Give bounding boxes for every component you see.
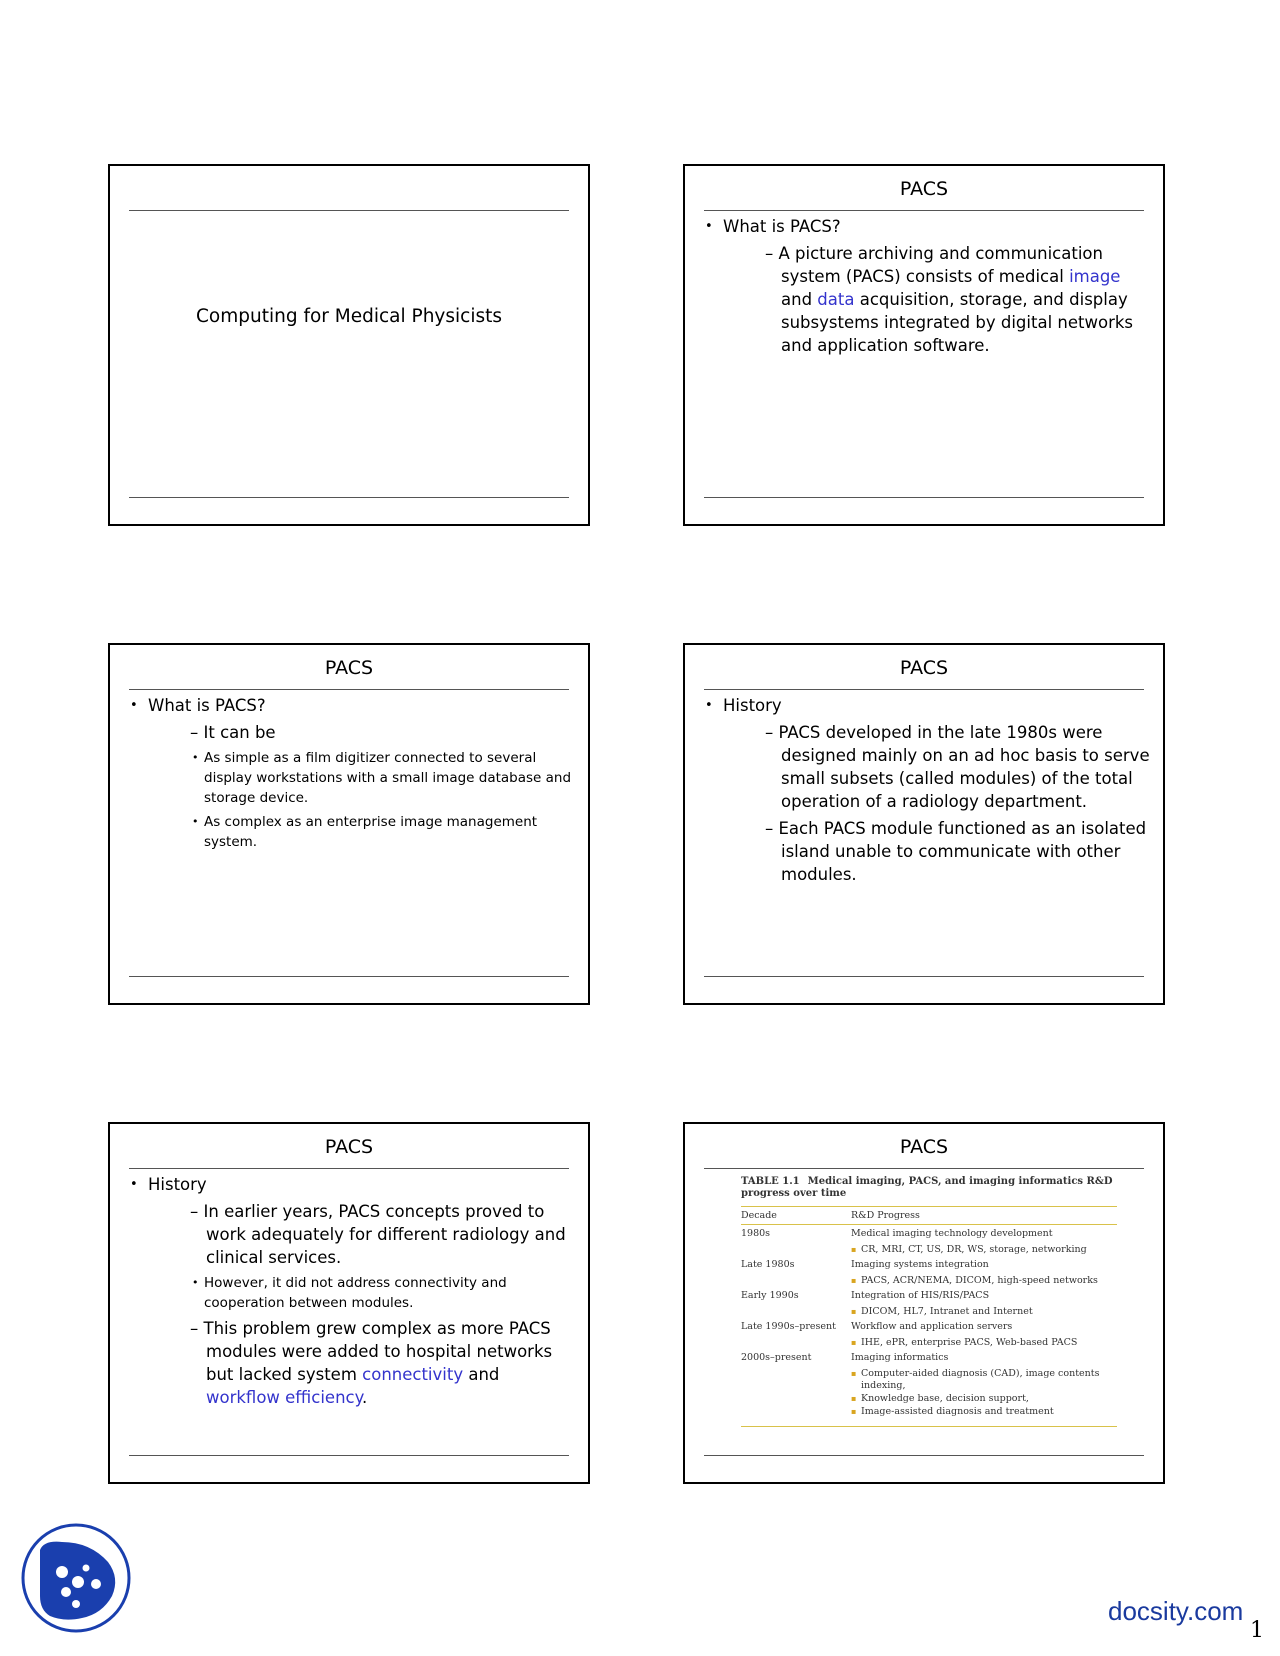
- cell-progress: [851, 1321, 1117, 1349]
- slide-1: [108, 164, 590, 526]
- slide-rule-bottom: [704, 1455, 1144, 1456]
- progress-detail: ▪ Image-assisted diagnosis and treatment: [851, 1406, 1117, 1418]
- slide-body: [703, 691, 1153, 886]
- table-number: TABLE 1.1: [741, 1176, 800, 1187]
- list-item: • As complex as an enterprise image management system.: [192, 812, 578, 852]
- cell-progress: [851, 1352, 1117, 1418]
- cell-decade: Late 1980s: [741, 1259, 795, 1270]
- bullet: • History: [703, 694, 1153, 717]
- page-number: 1: [1250, 1618, 1264, 1643]
- slide-rule-bottom: [129, 497, 569, 498]
- slide-body: [128, 1170, 578, 1409]
- link-image[interactable]: image: [1069, 267, 1121, 286]
- table-caption: [741, 1176, 1117, 1200]
- sub-bullet: – It can be: [190, 723, 276, 742]
- cell-progress: [851, 1259, 1117, 1287]
- table-row: [741, 1256, 1117, 1287]
- slide-rule-bottom: [704, 497, 1144, 498]
- progress-detail: ▪ Knowledge base, decision support,: [851, 1393, 1117, 1405]
- cell-decade: Early 1990s: [741, 1290, 799, 1301]
- slide-title: PACS: [899, 657, 949, 679]
- slide-title: PACS: [899, 1136, 949, 1158]
- progress-detail: ▪ DICOM, HL7, Intranet and Internet: [851, 1306, 1117, 1318]
- link-connectivity[interactable]: connectivity: [362, 1365, 464, 1384]
- slide-6: [683, 1122, 1165, 1484]
- progress-detail: ▪ IHE, ePR, enterprise PACS, Web-based PACS: [851, 1337, 1117, 1349]
- progress-detail: ▪ CR, MRI, CT, US, DR, WS, storage, networking: [851, 1244, 1117, 1256]
- progress-text: Integration of HIS/RIS/PACS: [851, 1290, 990, 1301]
- cell-decade: 2000s–present: [741, 1352, 812, 1363]
- cell-progress: [851, 1290, 1117, 1318]
- progress-detail: ▪ Computer-aided diagnosis (CAD), image contents indexing,: [851, 1368, 1117, 1392]
- text: and: [781, 290, 818, 309]
- sub-bullet: – PACS developed in the late 1980s were designed mainly on an ad hoc basis to serve small subsets (called modules) of the total operation of a radiology department.: [765, 723, 1150, 811]
- slide-4: [683, 643, 1165, 1005]
- bullet: • What is PACS?: [703, 215, 1153, 238]
- text: .: [362, 1388, 368, 1407]
- docsity-logo-icon: [20, 1522, 132, 1634]
- slide-title: PACS: [899, 178, 949, 200]
- slide-rule-bottom: [129, 976, 569, 977]
- progress-text: Medical imaging technology development: [851, 1228, 1053, 1239]
- slide-rule-top: [704, 689, 1144, 690]
- table-rule-bottom: [741, 1426, 1117, 1427]
- table-caption-text: Medical imaging, PACS, and imaging informatics R&D progress over time: [741, 1176, 1113, 1199]
- progress-table: [741, 1176, 1117, 1427]
- slide-body: [703, 212, 1153, 357]
- table-row: [741, 1318, 1117, 1349]
- slide-rule-top: [704, 1168, 1144, 1169]
- cell-decade: 1980s: [741, 1228, 771, 1239]
- slide-title: PACS: [324, 1136, 374, 1158]
- table-row: [741, 1287, 1117, 1318]
- table-header: [741, 1206, 1117, 1225]
- bullet: • What is PACS?: [128, 694, 578, 717]
- sub-bullet: [168, 1317, 578, 1409]
- progress-detail: ▪ PACS, ACR/NEMA, DICOM, high-speed networks: [851, 1275, 1117, 1287]
- slide-rule-top: [129, 210, 569, 211]
- slide-rule-bottom: [129, 1455, 569, 1456]
- link-workflow-efficiency[interactable]: workflow efficiency: [206, 1388, 363, 1407]
- slide-3: [108, 643, 590, 1005]
- table-row: [741, 1225, 1117, 1256]
- table-rows: [741, 1225, 1117, 1418]
- brand-link[interactable]: docsity.com: [1108, 1596, 1244, 1626]
- slide-body: [128, 691, 578, 852]
- sub-bullet: – Each PACS module functioned as an isolated island unable to communicate with other modules.: [765, 819, 1147, 884]
- text: and: [463, 1365, 500, 1384]
- text: – A picture archiving and communication system (PACS) consists of medical: [765, 244, 1103, 286]
- slide-rule-top: [704, 210, 1144, 211]
- slide-rule-top: [129, 689, 569, 690]
- slide-title: Computing for Medical Physicists: [196, 306, 502, 327]
- sub-bullet: – In earlier years, PACS concepts proved to work adequately for different radiology and clinical services.: [190, 1202, 566, 1267]
- progress-text: Workflow and application servers: [851, 1321, 1013, 1332]
- list-item: • As simple as a film digitizer connected to several display workstations with a small image database and storage device.: [192, 748, 578, 808]
- progress-text: Imaging informatics: [851, 1352, 949, 1363]
- slide-rule-bottom: [704, 976, 1144, 977]
- bullet: • History: [128, 1173, 578, 1196]
- progress-text: Imaging systems integration: [851, 1259, 989, 1270]
- slide-2: [683, 164, 1165, 526]
- list-item: • However, it did not address connectivity and cooperation between modules.: [192, 1273, 578, 1313]
- slide-title: PACS: [324, 657, 374, 679]
- slide-rule-top: [129, 1168, 569, 1169]
- sub-bullet: [743, 242, 1153, 357]
- header-progress: R&D Progress: [851, 1210, 920, 1221]
- table-row: [741, 1349, 1117, 1418]
- cell-progress: [851, 1228, 1117, 1256]
- cell-decade: Late 1990s–present: [741, 1321, 836, 1332]
- header-decade: Decade: [741, 1210, 777, 1221]
- link-data[interactable]: data: [817, 290, 855, 309]
- text: – This problem grew complex as more PACS modules were added to hospital networks but lacked system: [190, 1319, 553, 1384]
- slide-5: [108, 1122, 590, 1484]
- text: acquisition, storage, and display subsystems integrated by digital networks and application software.: [781, 290, 1134, 355]
